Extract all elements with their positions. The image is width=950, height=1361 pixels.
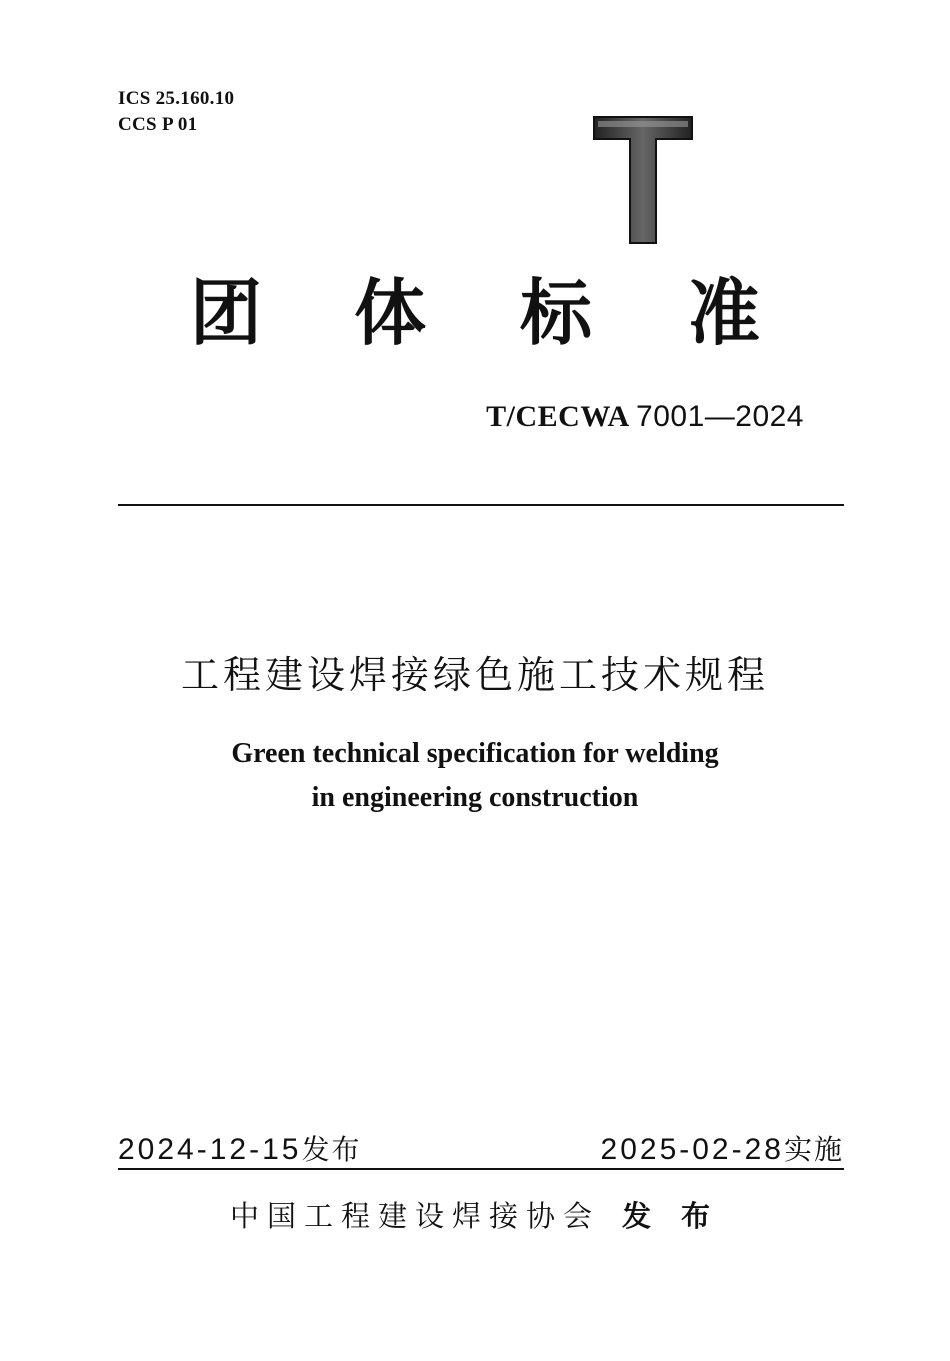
document-title-cn: 工程建设焊接绿色施工技术规程 [180,653,769,697]
title-char-1: 团 [190,271,263,355]
publisher-action: 发布 [622,1199,741,1233]
t-standard-logo-icon [592,115,694,247]
dates-row [118,1128,844,1168]
ccs-code: CCS P 01 [118,114,198,135]
effective-date-value: 2025-02-28 [600,1133,784,1166]
publisher-name: 中国工程建设焊接协会 [230,1199,601,1233]
divider-top [118,504,844,506]
standard-prefix: T/CECWA [486,400,629,433]
document-title-en-line2: in engineering construction [311,782,639,813]
document-title-en [0,732,950,820]
title-char-2: 体 [354,271,427,355]
ics-code: ICS 25.160.10 [118,88,235,109]
classification-codes [118,86,234,138]
document-title-en-line1: Green technical specification for welding [231,738,719,769]
publisher-line [230,1194,740,1235]
publish-date-value: 2024-12-15 [118,1133,302,1166]
title-char-3: 标 [520,271,593,355]
title-char-4: 准 [688,271,761,355]
effective-date [601,1128,844,1168]
publish-date [118,1128,361,1168]
effective-date-label: 实施 [783,1133,844,1166]
group-standard-title [0,268,950,358]
divider-bottom [118,1168,844,1170]
standard-number [486,400,804,434]
standard-code: 7001—2024 [636,400,804,433]
publish-date-label: 发布 [301,1133,362,1166]
